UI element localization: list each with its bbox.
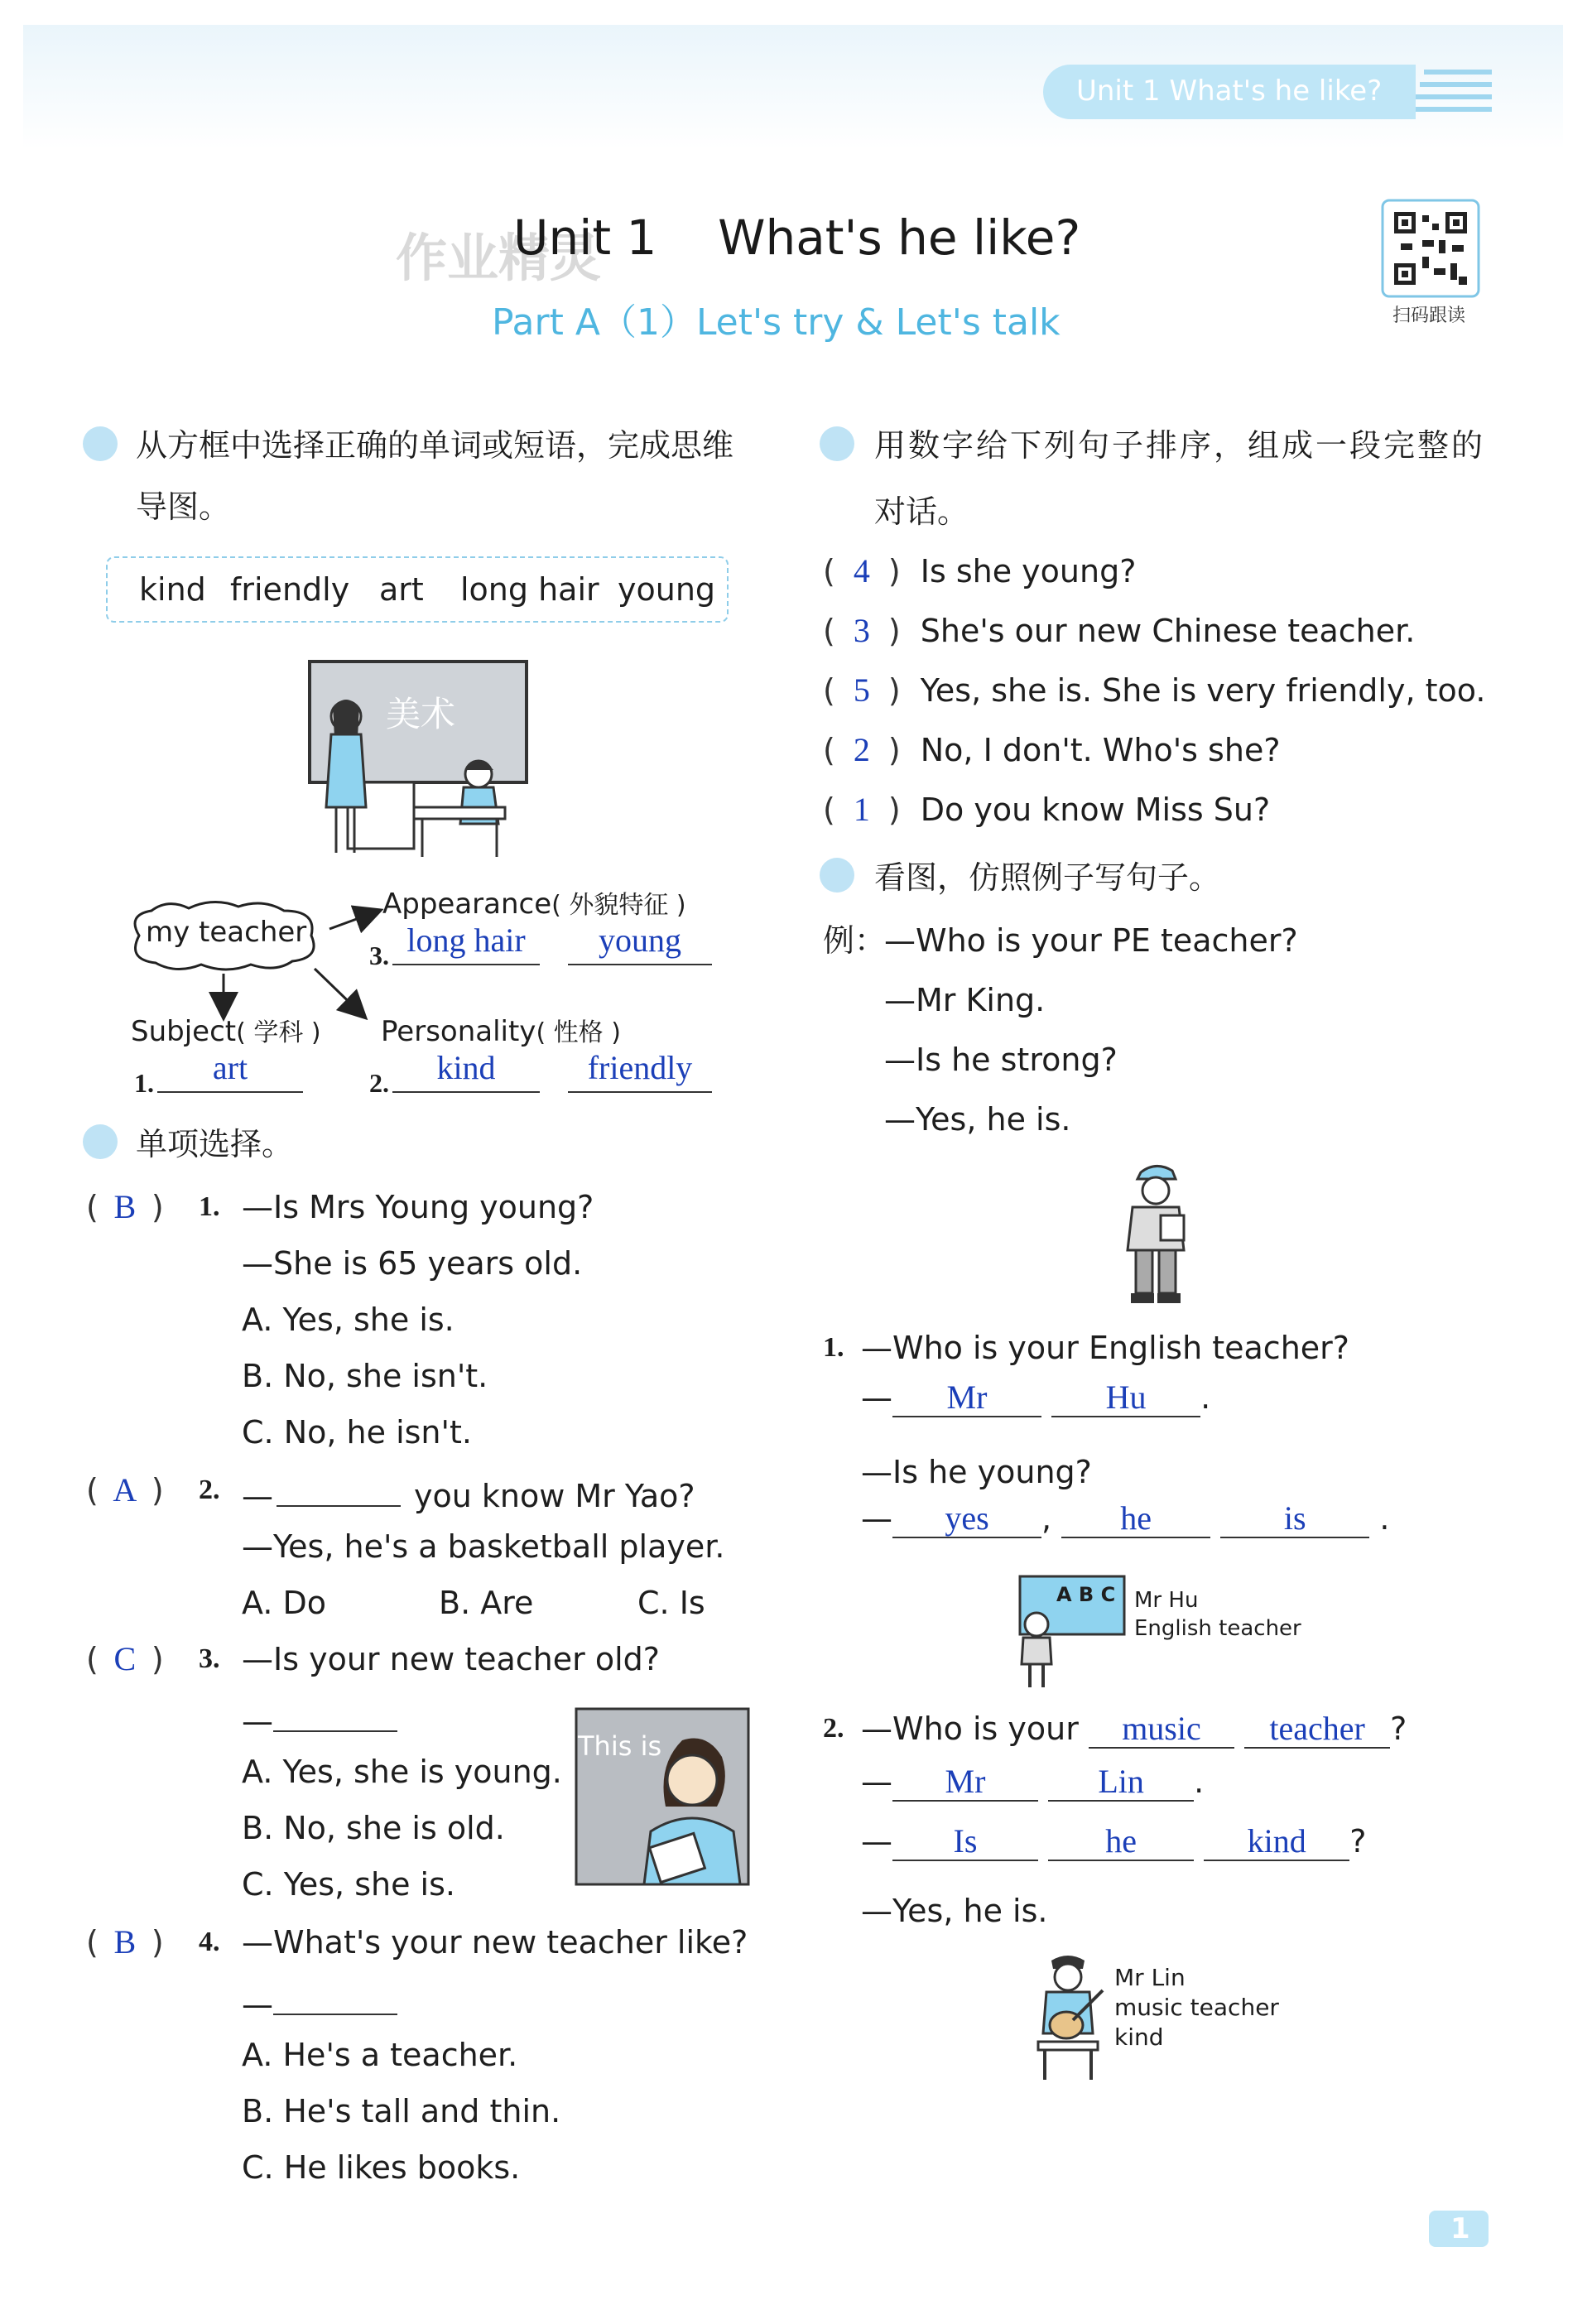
option[interactable]: A. Do bbox=[242, 1585, 326, 1621]
answer-personality-2[interactable]: friendly bbox=[568, 1048, 712, 1093]
example-line: —Is he strong? bbox=[884, 1042, 1118, 1078]
dash: — bbox=[242, 1703, 273, 1739]
answer-blank[interactable]: kind bbox=[1204, 1823, 1349, 1861]
section2-badge-icon bbox=[83, 1124, 129, 1159]
order-text: No, I don't. Who's she? bbox=[920, 732, 1281, 768]
order-text: Yes, she is. She is very friendly, too. bbox=[920, 672, 1486, 709]
section1-instruction-1: 从方框中选择正确的单词或短语，完成思维 bbox=[136, 427, 734, 464]
order-item: ( 1 ) Do you know Miss Su? bbox=[823, 791, 1271, 828]
choice-answer[interactable]: C bbox=[113, 1640, 137, 1677]
answer-line: — yes , he is . bbox=[861, 1499, 1390, 1537]
answer-blank[interactable]: Lin bbox=[1048, 1763, 1194, 1802]
word-box-item: friendly bbox=[230, 571, 350, 608]
section4-badge-icon bbox=[820, 858, 866, 893]
q-num: 3. bbox=[369, 941, 389, 970]
choice-answer[interactable]: A bbox=[113, 1471, 137, 1508]
dash: — bbox=[242, 1478, 273, 1514]
example-label: 例： bbox=[823, 922, 887, 959]
stripe-icon bbox=[1416, 68, 1494, 121]
personality-cn: ( 性格 ) bbox=[536, 1018, 621, 1047]
answer-blank[interactable]: he bbox=[1048, 1823, 1194, 1861]
order-text: Is she young? bbox=[920, 553, 1137, 589]
order-item: ( 5 ) Yes, she is. She is very friendly, too. bbox=[823, 671, 1486, 709]
picture-caption: This is bbox=[578, 1730, 662, 1762]
word-box-item: long hair bbox=[460, 571, 599, 608]
blank[interactable] bbox=[273, 1697, 397, 1732]
mindmap-personality bbox=[381, 1012, 621, 1048]
option[interactable]: B. No, she is old. bbox=[242, 1810, 505, 1846]
answer-bracket: ( A ) bbox=[86, 1471, 164, 1508]
answer-blank[interactable]: is bbox=[1220, 1500, 1369, 1538]
classroom-sign: 美术 bbox=[386, 694, 456, 734]
pe-teacher-figure bbox=[1114, 1161, 1197, 1313]
answer-subject[interactable]: art bbox=[157, 1048, 303, 1093]
page-number: 1 bbox=[1450, 2212, 1470, 2245]
answer-appearance-2[interactable]: young bbox=[568, 921, 712, 965]
answer-bracket: ( B ) bbox=[86, 1923, 164, 1961]
word-box-item: young bbox=[618, 571, 716, 608]
music-teacher-figure bbox=[1027, 1951, 1109, 2086]
question-text: you know Mr Yao? bbox=[414, 1478, 695, 1514]
answer-bracket: ( B ) bbox=[86, 1188, 164, 1225]
option[interactable]: B. He's tall and thin. bbox=[242, 2093, 561, 2129]
caption-line: music teacher bbox=[1114, 1994, 1279, 2021]
mindmap-subject bbox=[131, 1012, 321, 1048]
section4-instruction: 看图，仿照例子写句子。 bbox=[874, 859, 1221, 896]
subject-label: Subject bbox=[131, 1015, 237, 1048]
order-number[interactable]: 2 bbox=[853, 731, 870, 768]
q-num: 2. bbox=[369, 1068, 389, 1098]
question-line: —Yes, he is. bbox=[861, 1893, 1048, 1929]
answer-line: — Mr Hu . bbox=[861, 1379, 1211, 1416]
blank[interactable] bbox=[273, 1980, 397, 2015]
appearance-label: Appearance bbox=[382, 888, 552, 921]
option[interactable]: C. Is bbox=[637, 1585, 705, 1621]
section3-instruction-1: 用数字给下列句子排序，组成一段完整的 bbox=[874, 427, 1486, 464]
answer-line: —Who is your music teacher ? bbox=[861, 1710, 1407, 1747]
answer-blank[interactable]: he bbox=[1061, 1500, 1210, 1538]
blank[interactable] bbox=[277, 1472, 401, 1507]
choice-answer[interactable]: B bbox=[113, 1188, 137, 1225]
q-num: 1. bbox=[823, 1332, 844, 1363]
mindmap-center: my teacher bbox=[146, 916, 307, 949]
answer-blank[interactable]: Is bbox=[892, 1823, 1038, 1861]
option[interactable]: B. Are bbox=[439, 1585, 534, 1621]
option[interactable]: C. No, he isn't. bbox=[242, 1414, 472, 1451]
section3-badge-icon bbox=[820, 426, 866, 461]
order-item: ( 2 ) No, I don't. Who's she? bbox=[823, 731, 1281, 768]
q-num: 4. bbox=[199, 1927, 220, 1957]
option[interactable]: A. He's a teacher. bbox=[242, 2037, 518, 2073]
q-num: 2. bbox=[823, 1713, 844, 1744]
caption-line: English teacher bbox=[1134, 1616, 1301, 1641]
caption-line: Mr Lin bbox=[1114, 1964, 1186, 1991]
personality-label: Personality bbox=[381, 1015, 536, 1048]
caption-line: kind bbox=[1114, 2023, 1164, 2051]
option[interactable]: C. He likes books. bbox=[242, 2149, 521, 2186]
word-box-item: art bbox=[379, 571, 424, 608]
question-line bbox=[242, 1472, 695, 1514]
mindmap-appearance bbox=[382, 884, 686, 921]
caption-line: Mr Hu bbox=[1134, 1588, 1199, 1613]
page-subtitle: Part A（1）Let's try & Let's talk bbox=[492, 301, 1061, 344]
option[interactable]: C. Yes, she is. bbox=[242, 1866, 455, 1903]
answer-bracket: ( C ) bbox=[86, 1640, 164, 1677]
answer-blank[interactable]: Mr bbox=[892, 1763, 1038, 1802]
answer-blank[interactable]: Hu bbox=[1051, 1379, 1200, 1417]
order-item: ( 4 ) Is she young? bbox=[823, 552, 1137, 589]
dash: — bbox=[242, 1986, 273, 2023]
answer-blank[interactable]: music bbox=[1089, 1711, 1234, 1749]
answer-blank[interactable]: Mr bbox=[892, 1379, 1041, 1417]
example-line: —Yes, he is. bbox=[884, 1101, 1071, 1138]
answer-line: — Mr Lin . bbox=[861, 1763, 1205, 1800]
q-num: 2. bbox=[199, 1475, 220, 1505]
answer-line: — Is he kind ? bbox=[861, 1822, 1367, 1860]
question-line: —What's your new teacher like? bbox=[242, 1924, 748, 1961]
question-line: —Is he young? bbox=[861, 1454, 1092, 1490]
subject-cn: ( 学科 ) bbox=[236, 1018, 321, 1047]
answer-blank[interactable]: teacher bbox=[1244, 1711, 1390, 1749]
watermark: 作业精灵 bbox=[396, 228, 602, 288]
q-num: 1. bbox=[199, 1191, 220, 1222]
answer-personality-1[interactable]: kind bbox=[392, 1048, 540, 1093]
section3-instruction-2: 对话。 bbox=[874, 493, 969, 530]
choice-answer[interactable]: B bbox=[113, 1923, 137, 1961]
unit-tab-label: Unit 1 What's he like? bbox=[1076, 75, 1383, 108]
question-text: —Who is your bbox=[861, 1711, 1079, 1747]
order-number[interactable]: 4 bbox=[853, 552, 870, 589]
question-line bbox=[242, 1697, 397, 1739]
page-title: Unit 1 What's he like? bbox=[513, 209, 1081, 266]
section1-badge-icon bbox=[83, 426, 129, 461]
order-text: Do you know Miss Su? bbox=[920, 792, 1271, 828]
section1-instruction-2: 导图。 bbox=[136, 488, 231, 525]
example-line: —Mr King. bbox=[884, 982, 1046, 1018]
section2-instruction: 单项选择。 bbox=[136, 1126, 294, 1162]
question-line: —Yes, he's a basketball player. bbox=[242, 1528, 725, 1565]
answer-blank[interactable]: yes bbox=[892, 1500, 1041, 1538]
option[interactable]: B. No, she isn't. bbox=[242, 1358, 488, 1394]
q-num: 1. bbox=[134, 1068, 154, 1098]
q-num: 3. bbox=[199, 1643, 220, 1674]
order-number[interactable]: 3 bbox=[853, 612, 870, 649]
option[interactable]: A. Yes, she is young. bbox=[242, 1754, 562, 1790]
order-number[interactable]: 1 bbox=[853, 791, 870, 828]
answer-appearance-1[interactable]: long hair bbox=[392, 921, 540, 965]
order-text: She's our new Chinese teacher. bbox=[920, 613, 1416, 649]
appearance-cn: ( 外貌特征 ) bbox=[551, 891, 686, 920]
question-line: —Is Mrs Young young? bbox=[242, 1189, 594, 1225]
qr-code[interactable] bbox=[1381, 199, 1480, 301]
question-line: —Who is your English teacher? bbox=[861, 1330, 1349, 1366]
board-text: A B C bbox=[1056, 1583, 1116, 1606]
question-line: —Is your new teacher old? bbox=[242, 1641, 660, 1677]
word-box-item: kind bbox=[139, 571, 206, 608]
example-line: —Who is your PE teacher? bbox=[884, 922, 1298, 959]
qr-label: 扫码跟读 bbox=[1392, 306, 1466, 326]
order-item: ( 3 ) She's our new Chinese teacher. bbox=[823, 612, 1416, 649]
question-line: —She is 65 years old. bbox=[242, 1245, 583, 1282]
question-line bbox=[242, 1980, 397, 2023]
order-number[interactable]: 5 bbox=[853, 671, 870, 709]
option[interactable]: A. Yes, she is. bbox=[242, 1302, 455, 1338]
